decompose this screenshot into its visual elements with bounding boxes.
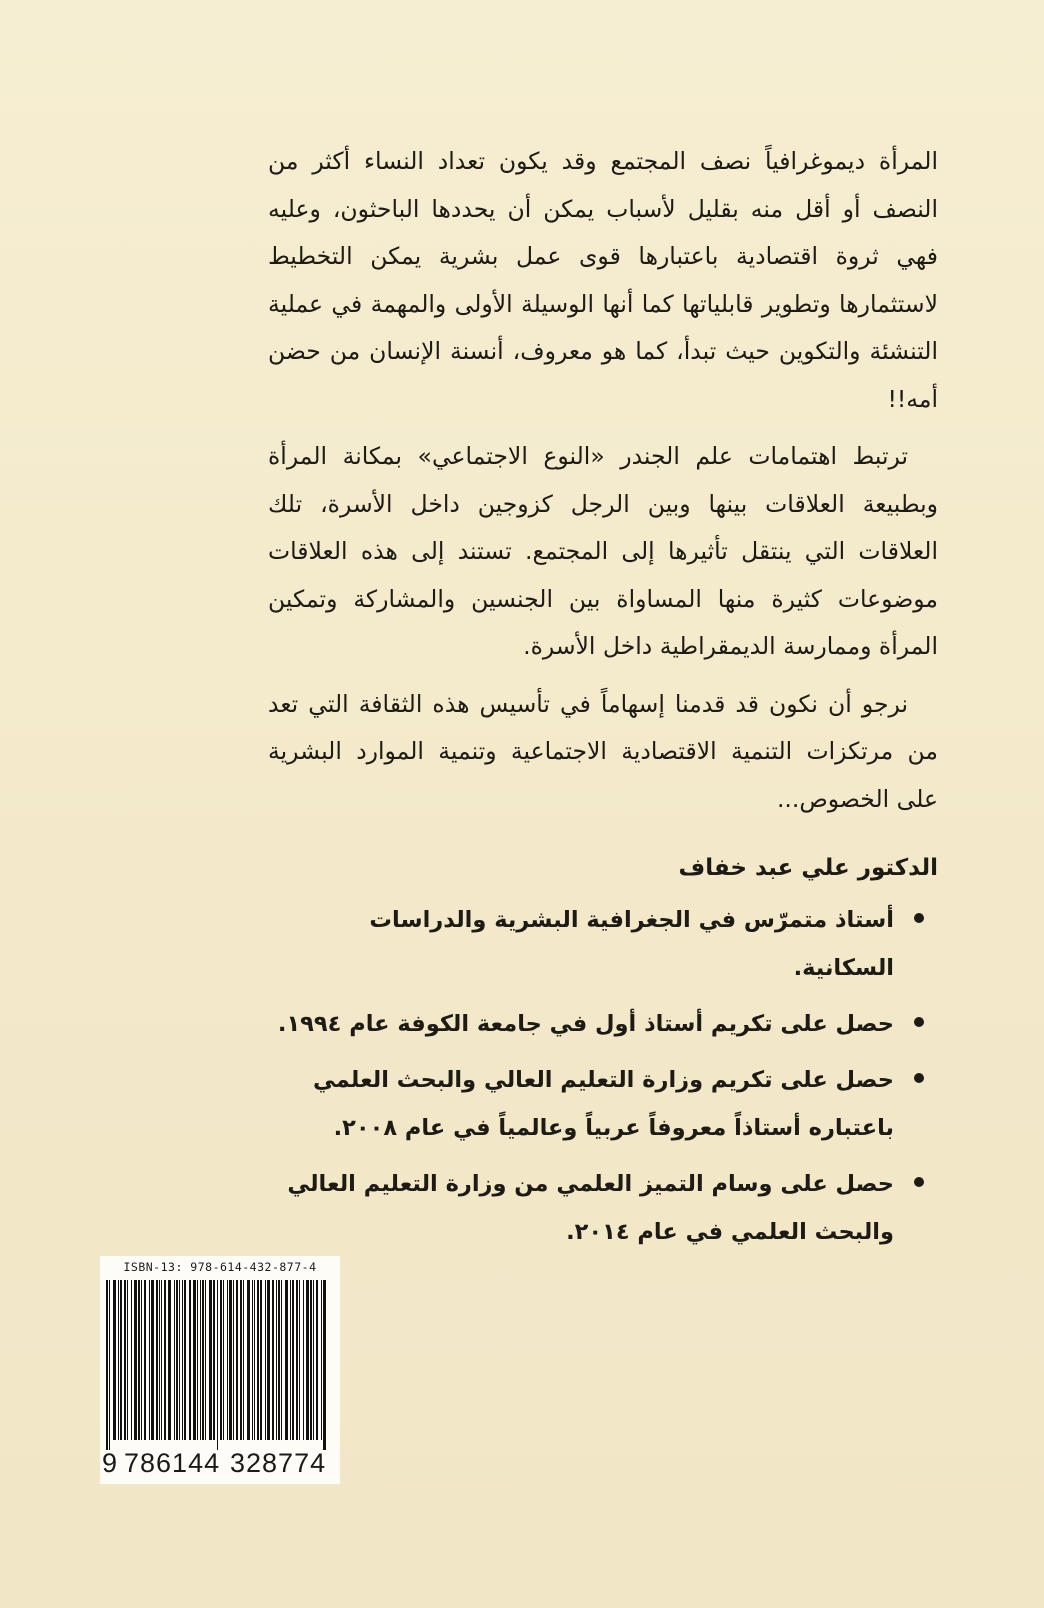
barcode-bar	[254, 1280, 255, 1440]
barcode-bar	[127, 1280, 128, 1440]
bio-item	[268, 1000, 938, 1048]
barcode-bar	[285, 1280, 288, 1440]
bullet-icon	[914, 913, 924, 923]
author-name: الدكتور علي عبد خفاف	[678, 855, 938, 881]
isbn-barcode	[100, 1256, 340, 1484]
barcode-bar	[303, 1280, 304, 1440]
barcode-bar	[176, 1280, 178, 1440]
bio-item-text: حصل على تكريم أستاذ أول في جامعة الكوفة عام ١٩٩٤.	[277, 1011, 894, 1037]
barcode-bar	[131, 1280, 132, 1440]
barcode-bar	[272, 1280, 274, 1440]
barcode-bar	[278, 1280, 280, 1440]
barcode-bar	[220, 1280, 222, 1440]
intro-text	[268, 138, 938, 833]
barcode-bar	[156, 1280, 158, 1440]
intro-paragraph-1: المرأة ديموغرافياً نصف المجتمع وقد يكون تعداد النساء أكثر من النصف أو أقل منه بقليل لأسباب يمكن أن يحددها الباحثون، وعليه فهي ثروة اقتصادية باعتبارها قوى عمل بشرية يمكن التخطيط لاستثمارها وتطوير قابلياتها كما أنها الوسيلة الأولى والمهمة في عملية التنشئة والتكوين حيث تبدأ، كما هو معروف، أنسنة الإنسان من حضن أمه!!	[268, 147, 938, 413]
barcode-bar	[138, 1280, 140, 1440]
barcode-bar	[197, 1280, 198, 1440]
barcode-bar	[276, 1280, 277, 1440]
barcode-bar	[113, 1280, 116, 1440]
barcode-bar	[252, 1280, 253, 1440]
barcode-bar	[267, 1280, 270, 1440]
intro-paragraph-3: نرجو أن نكون قد قدمنا إسهاماً في تأسيس هذه الثقافة التي تعد من مرتكزات التنمية الاقتصادية الاجتماعية وتنمية الموارد البشرية على الخصوص...	[268, 689, 938, 813]
barcode-bar	[299, 1280, 300, 1440]
author-bio-list	[268, 896, 938, 1264]
barcode-bar	[182, 1280, 183, 1440]
barcode-bar	[184, 1280, 186, 1440]
barcode-bar	[205, 1280, 206, 1440]
barcode-bar	[174, 1280, 175, 1440]
barcode-bar	[168, 1280, 171, 1440]
barcode-bar	[227, 1280, 228, 1440]
barcode-bar	[236, 1280, 238, 1440]
bio-item	[268, 1056, 938, 1152]
barcode-bar	[202, 1280, 204, 1440]
barcode-bar	[159, 1280, 160, 1440]
barcode-bar	[144, 1280, 146, 1440]
barcode-bar	[292, 1280, 294, 1440]
barcode-bar	[189, 1280, 191, 1440]
barcode-bar	[260, 1280, 262, 1440]
intro-paragraph-2: ترتبط اهتمامات علم الجندر «النوع الاجتماعي» بمكانة المرأة وبطبيعة العلاقات بينها وبين الرجل كزوجين داخل الأسرة، تلك العلاقات التي ينتقل تأثيرها إلى المجتمع. تستند إلى هذه العلاقات موضوعات كثيرة منها المساواة بين الجنسين والمشاركة وتمكين المرأة وممارسة الديمقراطية داخل الأسرة.	[268, 442, 938, 660]
barcode-bar	[118, 1280, 119, 1440]
barcode-group-left: 786144	[124, 1448, 221, 1478]
bio-item	[268, 1160, 938, 1256]
barcode-bar	[141, 1280, 142, 1440]
barcode-bar	[164, 1280, 166, 1440]
barcode-bar	[233, 1280, 234, 1440]
barcode-bars-icon	[106, 1280, 334, 1450]
barcode-bar	[223, 1280, 224, 1440]
barcode-bar	[296, 1280, 298, 1440]
barcode-bar	[290, 1280, 291, 1440]
barcode-bar	[265, 1280, 266, 1440]
barcode-bar	[316, 1280, 318, 1440]
barcode-bar	[124, 1280, 126, 1440]
barcode-bar	[257, 1280, 259, 1440]
bio-item-text: أستاذ متمرّس في الجغرافية البشرية والدراسات السكانية.	[369, 907, 894, 981]
barcode-bar	[200, 1280, 201, 1440]
barcode-group-right: 328774	[230, 1448, 327, 1478]
barcode-bar	[217, 1280, 218, 1450]
barcode-bar	[281, 1280, 282, 1440]
barcode-bar	[106, 1280, 108, 1450]
barcode-bar	[179, 1280, 180, 1440]
barcode-bar	[161, 1280, 162, 1440]
barcode-bar	[134, 1280, 137, 1440]
isbn-label: ISBN-13: 978-614-432-877-4	[123, 1260, 317, 1274]
barcode-bar	[240, 1280, 242, 1440]
barcode-bar	[149, 1280, 150, 1440]
barcode-bar	[109, 1280, 110, 1450]
bullet-icon	[914, 1017, 924, 1027]
barcode-bar	[151, 1280, 154, 1440]
barcode-bar	[213, 1280, 215, 1440]
barcode-bar	[310, 1280, 312, 1440]
bullet-icon	[914, 1177, 924, 1187]
barcode-bar	[120, 1280, 122, 1440]
bio-item-text: حصل على وسام التميز العلمي من وزارة التعليم العالي والبحث العلمي في عام ٢٠١٤.	[287, 1171, 894, 1245]
barcode-bar	[321, 1280, 322, 1440]
barcode-first-digit: 9	[102, 1448, 119, 1478]
bio-item-text: حصل على تكريم وزارة التعليم العالي والبحث العلمي باعتباره أستاذاً معروفاً عربياً وعالمياً في عام ٢٠٠٨.	[313, 1067, 894, 1141]
barcode-bar	[306, 1280, 309, 1440]
bio-item	[268, 896, 938, 992]
barcode-bar	[229, 1280, 232, 1440]
barcode-bar	[243, 1280, 244, 1440]
barcode-bar	[193, 1280, 196, 1440]
barcode-bar	[313, 1280, 314, 1440]
barcode-bar	[247, 1280, 250, 1440]
bullet-icon	[914, 1073, 924, 1083]
barcode-bar	[209, 1280, 212, 1440]
barcode-bar	[323, 1280, 326, 1450]
